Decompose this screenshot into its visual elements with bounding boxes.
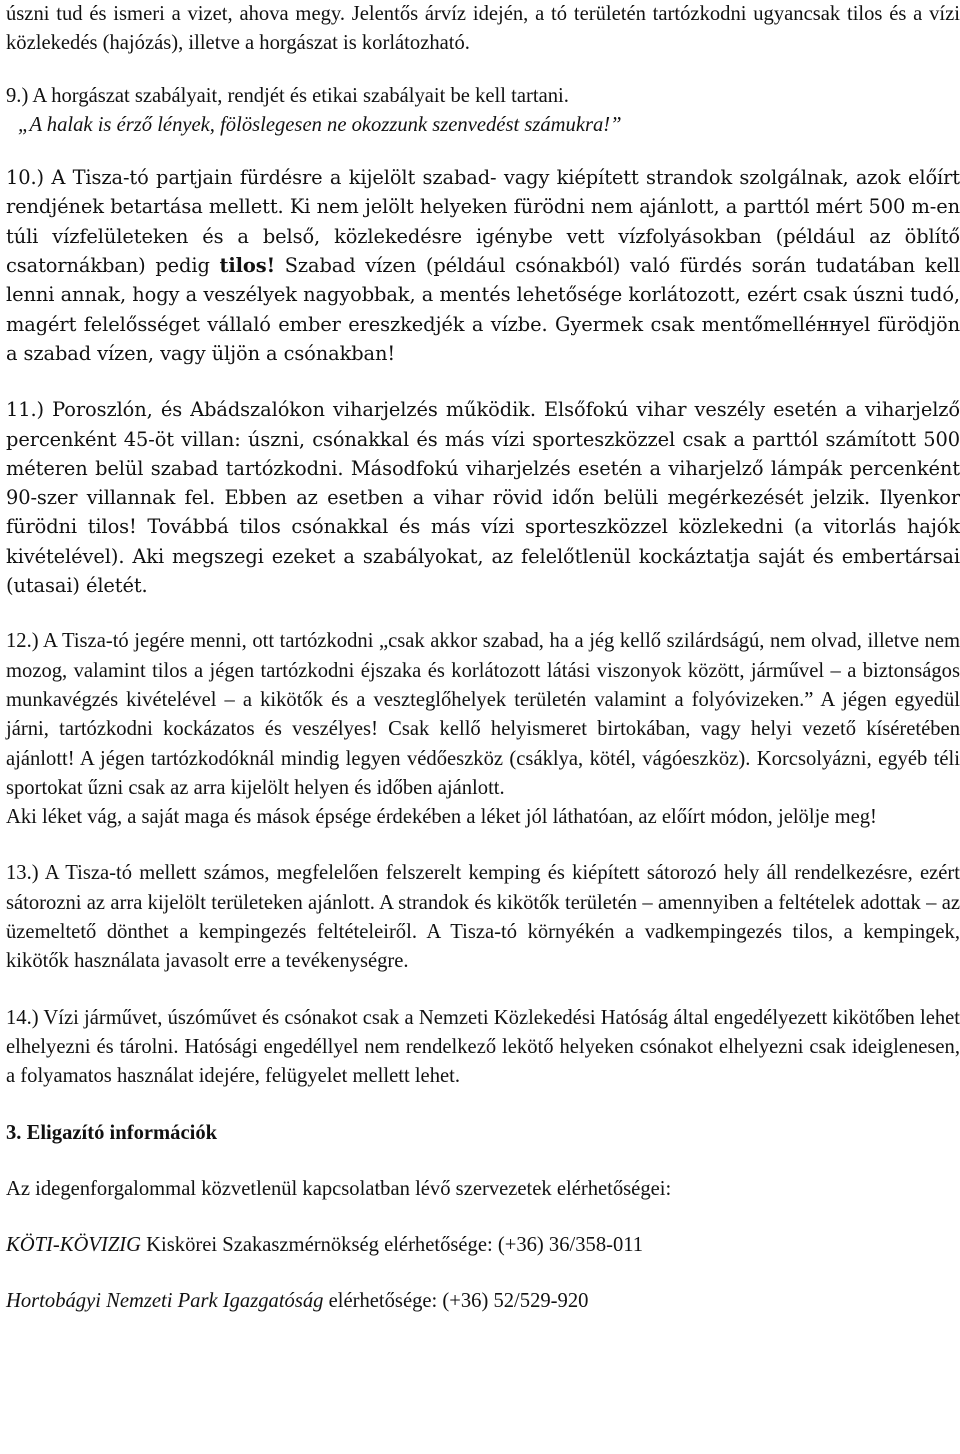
paragraph-14-boats: 14.) Vízi járművet, úszóművet és csónakot csak a Nemzeti Közlekedési Hatóság által engedélyezett kikötőben lehet elhelyezni és tárolni. Hatósági engedéllyel nem rendelkező lekötő helyeken csónakot elhelyezni csak ideiglenesen, a folyamatos használat idejére, felügyelet mellett lehet. [6, 1006, 960, 1088]
paragraph-9-fishing: 9.) A horgászat szabályait, rendjét és etikai szabályait be kell tartani. [6, 84, 569, 107]
contact-details: elérhetősége: (+36) 52/529-920 [323, 1290, 589, 1313]
paragraph-12-ice-hole: Aki léket vág, a saját maga és mások épsége érdekében a léket jól láthatóan, az előírt módon, jelölje meg! [6, 806, 877, 829]
contact-details: Kiskörei Szakaszmérnökség elérhetősége: (+36) 36/358-011 [141, 1234, 644, 1257]
section-intro: Az idegenforgalommal közvetlenül kapcsolatban lévő szervezetek elérhetőségei: [6, 1177, 672, 1200]
section-heading: 3. Eligazító információk [6, 1121, 218, 1144]
contact-org-name: Hortobágyi Nemzeti Park Igazgatóság [6, 1290, 324, 1313]
paragraph-10-bathing [6, 163, 960, 368]
contact-koti-kovizig [6, 1231, 960, 1260]
document-page [6, 0, 960, 1317]
paragraph-11-storm-warning: 11.) Poroszlón, és Abádszalókon viharjelzés működik. Elsőfokú vihar veszély esetén a viharjelző percenként 45-öt villan: úszni, csónakkal és más vízi sporteszközzel csak a parttól számított 500 méteren belül szabad tartózkodni. Másodfokú viharjelzés esetén a viharjelző lámpák percenként 90-szer villannak fel. Ebben az esetben a vihar rövid időn belüli megérkezését jelzik. Ilyenkor fürödni tilos! Továbbá tilos csónakkal és más vízi sporteszközzel közlekedni (a vitorlás hajók kivételével). Aki megszegi ezeket a szabályokat, az felelőtlenül kockáztatja saját és embertársai (utasai) életét. [6, 398, 960, 598]
paragraph-10-text-b: Szabad vízen (például csónakból) való fürdés során tudatában kell lenni annak, hogy a veszélyek nagyobbak, a mentés lehetősége korlátozott, ezért csak úszni tudó, magért felelősséget vállaló ember ereszkedjék a vízbe. Gyermek csak mentőmelléннyel fürödjön a szabad vízen, vagy üljön a csónakban! [6, 254, 960, 365]
fishing-quote: „A halak is érző lények, fölöslegesen ne okozzunk szenvedést számukra!” [18, 113, 622, 136]
contact-org-name: KÖTI-KÖVIZIG [6, 1234, 142, 1257]
paragraph-13-camping: 13.) A Tisza-tó mellett számos, megfelelően felszerelt kemping és kiépített sátorozó hely áll rendelkezésre, ezért sátorozni az arra kijelölt területeken ajánlott. A strandok és kikötők területén – amennyiben a feltételek adottak – az üzemeltető dönthet a kempingezés feltételeiről. A Tisza-tó környékén a vadkempingezés tilos, a kempingek, kikötők használata javasolt erre a tevékenységre. [6, 862, 960, 973]
paragraph-12-ice: 12.) A Tisza-tó jegére menni, ott tartózkodni „csak akkor szabad, ha a jég kellő szilárdságú, nem olvad, illetve nem mozog, valamint tilos a jégen tartózkodni éjszaka és korlátozott látási viszonyok között, járművel – a biztonságos munkavégzés kivételével – a kikötők és a veszteglőhelyek területén valamint a folyóvizeken.” A jégen egyedül járni, tartózkodni kockázatos és veszélyes! Csak kellő helyismeret birtokában, vagy helyi vezető kíséretében ajánlott! A jégen tartózkodóknál mindig legyen védőeszköz (csáklya, kötél, vágóeszköz). Korcsolyázni, egyéb téli sportokat űzni csak az arra kijelölt helyen és időben ajánlott. [6, 630, 960, 799]
paragraph-10-bold: tilos! [219, 254, 275, 278]
paragraph-flood-rules: úszni tud és ismeri a vizet, ahova megy. Jelentős árvíz idején, a tó területén tartózkodni ugyancsak tilos és a vízi közlekedés (hajózás), illetve a horgászat is korlátozható. [6, 3, 960, 55]
paragraph-10-text-a: 10.) A Tisza-tó partjain fürdésre a kijelölt szabad- vagy kiépített strandok szolgálnak, azok előírt rendjének betartása mellett. Ki nem jelölt helyeken fürödni nem ajánlott, a parttól mért 500 m-en túli vízfelületeken és a belső, közlekedésre igénybe vett vízfolyásokban (például az öblítő csatornákban) pedig [6, 166, 960, 278]
contact-hortobagy [6, 1287, 960, 1316]
